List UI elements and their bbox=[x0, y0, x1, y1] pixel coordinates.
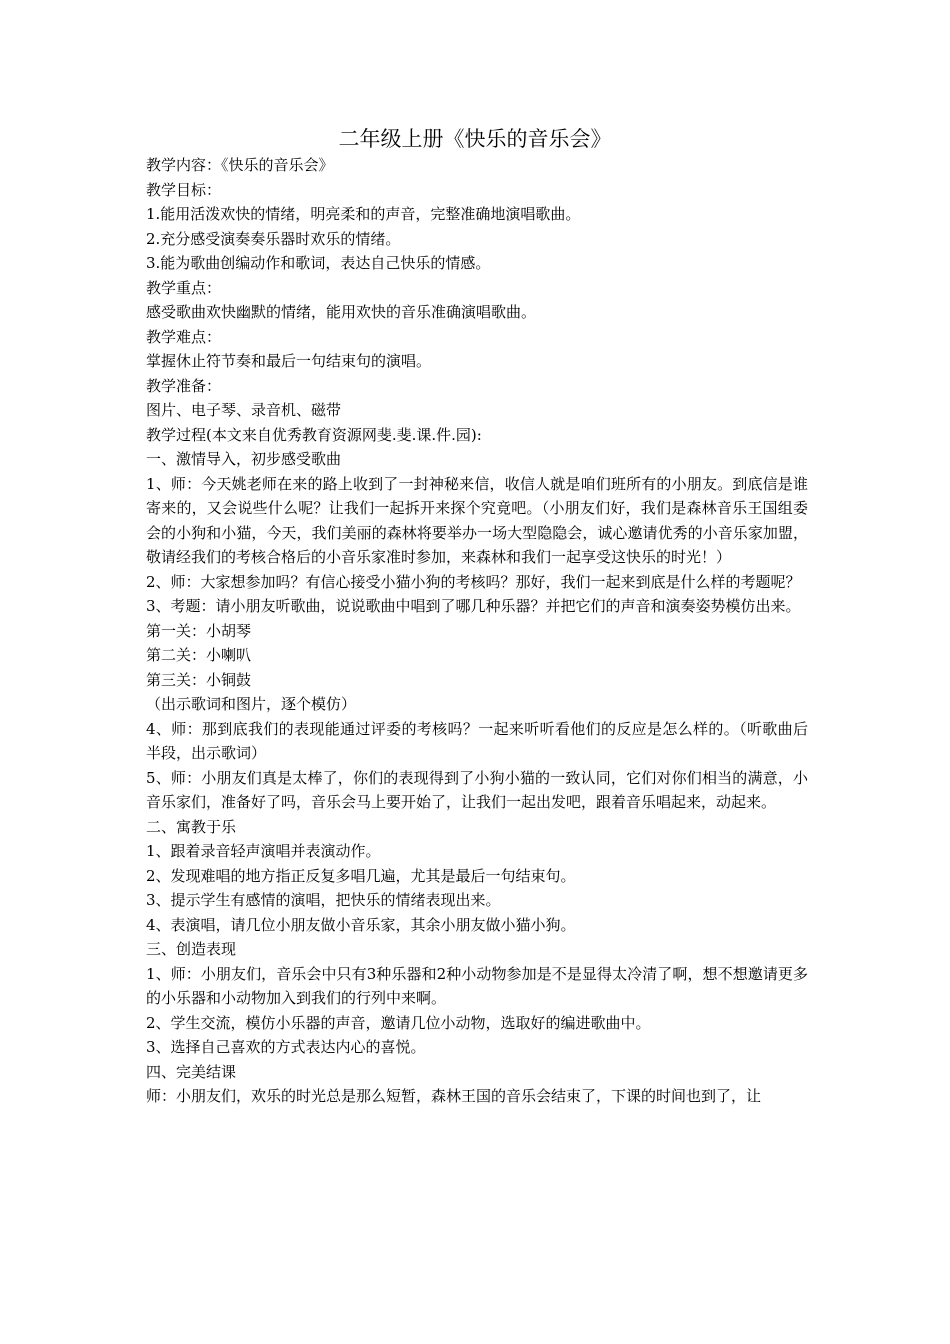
section-heading: 二、寓教于乐 bbox=[146, 817, 237, 836]
paragraph: 2、师：大家想参加吗？有信心接受小猫小狗的考核吗？那好，我们一起来到底是什么样的考题呢？ bbox=[146, 572, 801, 591]
text-line: 图片、电子琴、录音机、磁带 bbox=[146, 401, 342, 419]
paragraph: 1、师：小朋友们，音乐会中只有3种乐器和2种小动物参加是不是显得太冷清了啊，想不想邀请更多的小乐器和小动物加入到我们的行列中来啊。 bbox=[146, 964, 808, 1007]
text-line: 教学过程(本文来自优秀教育资源网斐.斐.课.件.园): bbox=[146, 425, 482, 444]
paragraph: 5、师：小朋友们真是太棒了，你们的表现得到了小狗小猫的一致认同，它们对你们相当的满意，小音乐家们，准备好了吗，音乐会马上要开始了，让我们一起出发吧，跟着音乐唱起来，动起来。 bbox=[146, 768, 808, 811]
text-line: 教学内容：《快乐的音乐会》 bbox=[146, 156, 334, 174]
text-line: 4、表演唱，请几位小朋友做小音乐家，其余小朋友做小猫小狗。 bbox=[146, 915, 576, 934]
text-line: 2、学生交流，模仿小乐器的声音，邀请几位小动物，选取好的编进歌曲中。 bbox=[146, 1013, 651, 1032]
text-line: 1、跟着录音轻声演唱并表演动作。 bbox=[146, 842, 381, 860]
text-line: 教学准备： bbox=[146, 376, 222, 395]
section-heading: 三、创造表现 bbox=[146, 940, 237, 958]
text-line: 感受歌曲欢快幽默的情绪，能用欢快的音乐准确演唱歌曲。 bbox=[146, 303, 537, 321]
document-title: 二年级上册《快乐的音乐会》 bbox=[338, 127, 612, 151]
text-line: 掌握休止符节奏和最后一句结束句的演唱。 bbox=[146, 352, 432, 370]
text-line: 第二关：小喇叭 bbox=[146, 646, 252, 664]
document-body bbox=[146, 153, 808, 1109]
text-line: 2.充分感受演奏奏乐器时欢乐的情绪。 bbox=[146, 229, 401, 248]
section-heading: 四、完美结课 bbox=[146, 1062, 237, 1081]
text-line: 3、选择自己喜欢的方式表达内心的喜悦。 bbox=[146, 1038, 426, 1056]
text-line: 教学目标： bbox=[146, 180, 222, 199]
text-line: 第一关：小胡琴 bbox=[146, 621, 252, 640]
text-line: 教学难点： bbox=[146, 327, 222, 346]
text-line: 第三关：小铜鼓 bbox=[146, 670, 252, 689]
text-line: 2、发现难唱的地方指正反复多唱几遍，尤其是最后一句结束句。 bbox=[146, 866, 576, 885]
paragraph: 1、师：今天姚老师在来的路上收到了一封神秘来信，收信人就是咱们班所有的小朋友。到底信是谁寄来的，又会说些什么呢？让我们一起拆开来探个究竟吧。（小朋友们好，我们是森林音乐王国组委会的小狗和小猫，今天，我们美丽的森林将要举办一场大型隐隐会，诚心邀请优秀的小音乐家加盟，敬请经我们的考核合格后的小音乐家准时参加，来森林和我们一起享受这快乐的时光！） bbox=[146, 474, 808, 566]
text-line: 3、提示学生有感情的演唱，把快乐的情绪表现出来。 bbox=[146, 891, 501, 909]
text-line: （出示歌词和图片，逐个模仿） bbox=[146, 695, 357, 713]
paragraph: 3、考题：请小朋友听歌曲，说说歌曲中唱到了哪几种乐器？并把它们的声音和演奏姿势模仿出来。 bbox=[146, 597, 801, 615]
paragraph: 师：小朋友们，欢乐的时光总是那么短暂，森林王国的音乐会结束了，下课的时间也到了，让 bbox=[146, 1087, 762, 1105]
text-line: 3.能为歌曲创编动作和歌词，表达自己快乐的情感。 bbox=[146, 254, 491, 272]
text-line: 1.能用活泼欢快的情绪，明亮柔和的声音，完整准确地演唱歌曲。 bbox=[146, 205, 581, 223]
text-line: 教学重点： bbox=[146, 278, 222, 297]
paragraph: 4、师：那到底我们的表现能通过评委的考核吗？一起来听听看他们的反应是怎么样的。（听歌曲后半段，出示歌词） bbox=[146, 719, 808, 762]
section-heading: 一、激情导入，初步感受歌曲 bbox=[146, 450, 342, 468]
